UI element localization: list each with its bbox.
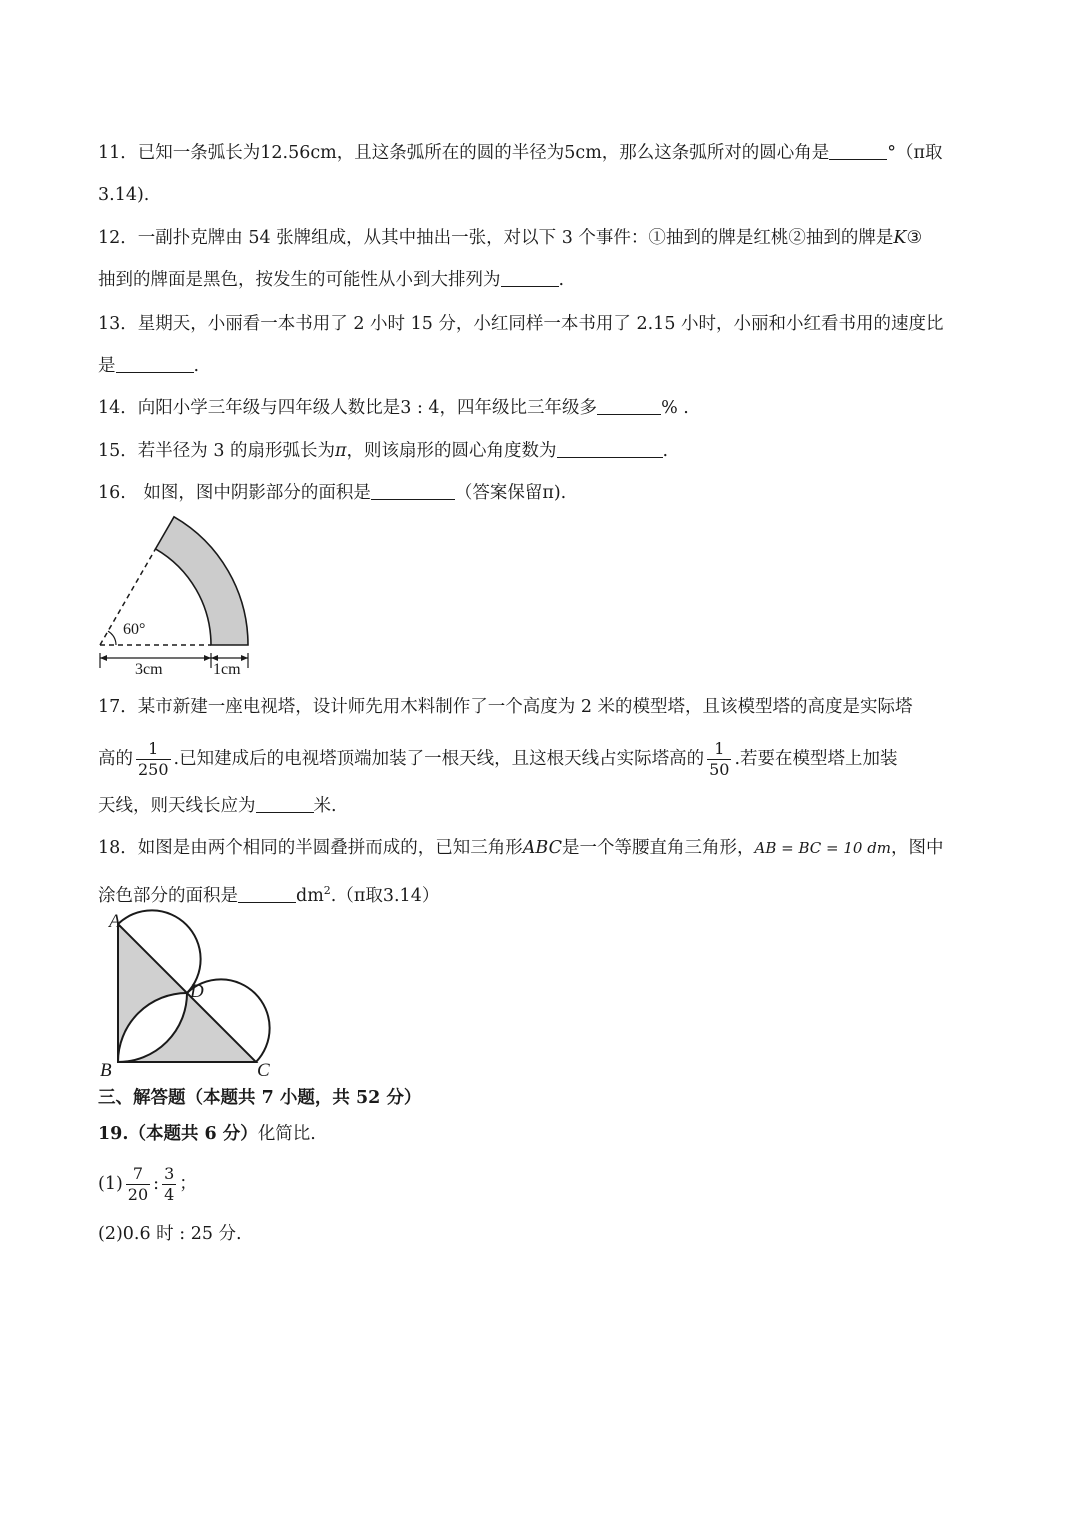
q13-text-cont: 是	[98, 356, 116, 376]
shaded-ring-sector	[156, 517, 249, 645]
q13-text: 13．星期天，小丽看一本书用了 2 小时 15 分，小红同样一本书用了 2.15 小时，小丽和小红看书用的速度比	[98, 314, 944, 334]
q17-line2	[98, 739, 898, 779]
q18-abc: ABC	[522, 838, 562, 858]
q19-p1-end: ；	[179, 1174, 197, 1194]
q15-line	[98, 439, 668, 463]
q18-text-end: .（π取3.14）	[330, 885, 440, 906]
q18-text-d: 涂色部分的面积是	[98, 885, 238, 906]
q13-answer-blank[interactable]	[116, 354, 194, 373]
q17-text-a: 高的	[98, 749, 133, 769]
length-3cm-label: 3cm	[135, 661, 163, 678]
q14-line	[98, 396, 689, 420]
q19-colon: :	[153, 1174, 160, 1194]
label-b: B	[100, 1060, 112, 1081]
q12-line1	[98, 226, 922, 250]
q19-p1-label: (1)	[98, 1174, 123, 1194]
q16-text-end: （答案保留π).	[454, 483, 567, 503]
q17-line3	[98, 794, 337, 818]
q17-text: 17．某市新建一座电视塔，设计师先用木料制作了一个高度为 2 米的模型塔，且该模型塔的高度是实际塔	[98, 697, 913, 717]
q12-text: 12．一副扑克牌由 54 张牌组成，从其中抽出一张，对以下 3 个事件：①抽到的牌是红桃②抽到的牌是	[98, 228, 894, 248]
q19-part1	[98, 1162, 197, 1206]
dim-arrow-left	[100, 655, 107, 661]
q15-text: 15．若半径为 3 的扇形弧长为	[98, 441, 336, 461]
q16-line	[98, 481, 566, 505]
q11-text: 11．已知一条弧长为12.56cm，且这条弧所在的圆的半径为5cm，那么这条弧所对的圆心角是	[98, 143, 830, 163]
dim-arrow-mid-left	[204, 655, 211, 661]
frac1-denominator: 250	[138, 759, 169, 779]
q16-answer-blank[interactable]	[371, 481, 455, 500]
dim-arrow-right	[241, 655, 248, 661]
q19-frac2-den: 4	[164, 1184, 175, 1204]
q16-text: 16. 如图，图中阴影部分的面积是	[98, 483, 371, 503]
q18-text-b: 是一个等腰直角三角形，	[562, 838, 755, 858]
length-1cm-label: 1cm	[213, 661, 241, 678]
q17-fraction-1-50	[707, 739, 731, 780]
q14-answer-blank[interactable]	[597, 396, 661, 415]
angle-arc	[108, 631, 116, 645]
q18-unit-sup: 2	[323, 884, 331, 897]
section-3-text: 三、解答题（本题共 7 小题，共 52 分）	[98, 1088, 422, 1108]
q15-answer-blank[interactable]	[557, 439, 663, 458]
q18-line1	[98, 836, 944, 860]
q12-circle3: ③	[906, 228, 923, 248]
frac2-numerator: 1	[714, 738, 725, 758]
q19-score: 19.（本题共 6 分）	[98, 1124, 258, 1144]
q19-fraction-3-4	[162, 1164, 176, 1205]
q15-text-cont: ，则该扇形的圆心角度数为	[346, 441, 557, 461]
q18-text-c: ，图中	[891, 838, 944, 858]
q11-text-end: °（π取	[887, 143, 943, 163]
q13-line1	[98, 312, 944, 336]
q11-line1	[98, 141, 943, 165]
q17-text-b: .已知建成后的电视塔顶端加装了一根天线，且这根天线占实际塔高的	[173, 749, 705, 769]
q19-part2	[98, 1222, 242, 1246]
q11-text-cont: 3.14).	[98, 185, 150, 205]
q11-answer-blank[interactable]	[829, 141, 887, 160]
q12-k: K	[893, 228, 907, 248]
q12-text-cont: 抽到的牌面是黑色，按发生的可能性从小到大排列为	[98, 270, 501, 290]
q18-equation: AB = BC = 10 dm	[754, 839, 892, 857]
q14-text: 14．向阳小学三年级与四年级人数比是3 : 4，四年级比三年级多	[98, 398, 598, 418]
label-d: D	[190, 981, 204, 1002]
q17-answer-blank[interactable]	[256, 794, 314, 813]
q16-figure	[90, 510, 260, 680]
q17-fraction-1-250	[136, 739, 171, 780]
q19-frac2-num: 3	[164, 1163, 175, 1183]
q17-line1	[98, 695, 913, 719]
q13-end: .	[193, 356, 200, 376]
frac1-numerator: 1	[148, 738, 159, 758]
q15-end: .	[662, 441, 669, 461]
q18-figure	[92, 908, 292, 1084]
angle-label: 60°	[123, 621, 146, 638]
label-a: A	[109, 911, 121, 932]
q12-answer-blank[interactable]	[501, 268, 559, 287]
q12-end: .	[558, 270, 565, 290]
frac2-denominator: 50	[709, 759, 730, 779]
q13-line2	[98, 354, 199, 378]
q12-line2	[98, 268, 564, 292]
q19-frac1-den: 20	[127, 1184, 149, 1204]
q19-p2-text: (2)0.6 时 : 25 分.	[98, 1224, 242, 1244]
q18-answer-blank[interactable]	[238, 884, 296, 903]
q15-pi: π	[335, 441, 347, 461]
q14-end: % .	[661, 398, 689, 418]
q19-instruction: 化简比.	[257, 1124, 316, 1144]
q19-fraction-7-20	[126, 1164, 150, 1205]
q17-end: 米.	[313, 796, 337, 816]
label-c: C	[257, 1060, 270, 1081]
q18-line2	[98, 879, 439, 908]
q19-title	[98, 1122, 316, 1146]
q17-text-c: .若要在模型塔上加装	[734, 749, 898, 769]
q11-line2	[98, 183, 149, 207]
q18-unit: dm	[296, 885, 324, 906]
q18-text: 18．如图是由两个相同的半圆叠拼而成的，已知三角形	[98, 838, 523, 858]
q17-text-d: 天线，则天线长应为	[98, 796, 256, 816]
section-3-heading	[98, 1086, 421, 1110]
q19-frac1-num: 7	[132, 1163, 144, 1183]
